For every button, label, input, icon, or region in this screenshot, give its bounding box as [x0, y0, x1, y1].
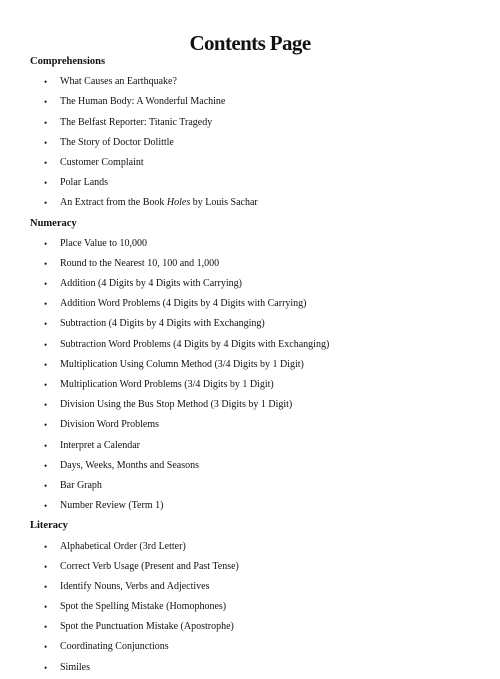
bullet-icon: • [44, 581, 48, 592]
list-item-text: Days, Weeks, Months and Seasons [60, 459, 199, 471]
list-item [30, 335, 490, 355]
section-item-list [30, 234, 490, 517]
section-heading: Comprehensions [30, 56, 106, 67]
bullet-icon: • [44, 622, 48, 633]
section-heading: Numeracy [30, 217, 77, 229]
bullet-icon: • [44, 319, 48, 330]
list-item-text: Number Review (Term 1) [60, 500, 164, 512]
section-heading: Literacy [30, 520, 68, 532]
bullet-icon: • [44, 561, 48, 572]
list-item [30, 597, 490, 617]
list-item-text: Division Using the Bus Stop Method (3 Digits by 1 Digit) [60, 399, 293, 411]
bullet-icon: • [44, 339, 48, 350]
list-item-text: Addition Word Problems (4 Digits by 4 Digits with Carrying) [60, 298, 307, 310]
list-item [30, 617, 490, 637]
list-item [30, 637, 490, 657]
list-item [30, 395, 490, 415]
list-item-text: What Causes an Earthquake? [60, 76, 177, 88]
book-title: Holes [166, 197, 191, 209]
bullet-icon: • [44, 198, 48, 209]
list-item-text: An Extract from the Book [60, 197, 167, 209]
list-item-text: Identify Nouns, Verbs and Adjectives [60, 580, 210, 592]
list-item [30, 577, 490, 597]
list-item-text: Spot the Spelling Mistake (Homophones) [60, 601, 227, 613]
list-item [30, 113, 490, 133]
list-item-text: The Human Body: A Wonderful Machine [60, 96, 226, 108]
bullet-icon: • [44, 157, 48, 168]
list-item [30, 193, 490, 213]
list-item [30, 436, 490, 456]
bullet-icon: • [44, 602, 48, 613]
list-item [30, 254, 490, 274]
bullet-icon: • [44, 380, 48, 391]
list-item [30, 476, 490, 496]
bullet-icon: • [44, 117, 48, 128]
list-item-text: Interpret a Calendar [60, 439, 140, 451]
bullet-icon: • [44, 501, 48, 512]
list-item [30, 375, 490, 395]
list-item [30, 234, 490, 254]
section-item-list [30, 72, 490, 213]
bullet-icon: • [44, 480, 48, 491]
list-item-text: Customer Complaint [60, 156, 144, 168]
section-item-list [30, 537, 490, 678]
bullet-icon: • [44, 97, 48, 108]
list-item [30, 153, 490, 173]
list-item-text: Addition (4 Digits by 4 Digits with Carrying) [60, 278, 242, 290]
list-item-text: Subtraction (4 Digits by 4 Digits with Exchanging) [60, 318, 265, 330]
list-item-text: by Louis Sachar [190, 197, 258, 209]
list-item-text: The Story of Doctor Dolittle [60, 136, 174, 148]
list-item [30, 92, 490, 112]
list-item [30, 133, 490, 153]
list-item-text: Alphabetical Order (3rd Letter) [60, 540, 186, 552]
bullet-icon: • [44, 420, 48, 431]
bullet-icon: • [44, 359, 48, 370]
page-title: Contents Page [189, 31, 311, 55]
list-item [30, 415, 490, 435]
list-item-text: Correct Verb Usage (Present and Past Tense) [60, 560, 239, 572]
list-item [30, 294, 490, 314]
list-item-text: Spot the Punctuation Mistake (Apostrophe) [60, 621, 234, 633]
bullet-icon: • [44, 137, 48, 148]
list-item-text: Multiplication Word Problems (3/4 Digits by 1 Digit) [60, 379, 274, 391]
list-item [30, 557, 490, 577]
list-item-text: Division Word Problems [60, 419, 160, 431]
list-item [30, 274, 490, 294]
list-item [30, 173, 490, 193]
list-item-text: Polar Lands [60, 177, 109, 189]
list-item-text: Coordinating Conjunctions [60, 641, 169, 653]
bullet-icon: • [44, 642, 48, 653]
bullet-icon: • [44, 258, 48, 269]
list-item-text: Multiplication Using Column Method (3/4 Digits by 1 Digit) [60, 358, 304, 370]
bullet-icon: • [44, 662, 48, 673]
list-item-text: Similes [60, 661, 91, 673]
list-item-text: The Belfast Reporter: Titanic Tragedy [60, 116, 213, 128]
list-item-text: Place Value to 10,000 [60, 237, 148, 249]
list-item [30, 355, 490, 375]
bullet-icon: • [44, 279, 48, 290]
list-item-text: Round to the Nearest 10, 100 and 1,000 [60, 257, 220, 269]
list-item [30, 658, 490, 678]
list-item-text: Bar Graph [60, 479, 102, 491]
bullet-icon: • [44, 400, 48, 411]
list-item [30, 496, 490, 516]
bullet-icon: • [44, 541, 48, 552]
bullet-icon: • [44, 460, 48, 471]
bullet-icon: • [44, 299, 48, 310]
list-item [30, 314, 490, 334]
bullet-icon: • [44, 440, 48, 451]
list-item [30, 537, 490, 557]
list-item [30, 72, 490, 92]
bullet-icon: • [44, 178, 48, 189]
list-item [30, 456, 490, 476]
list-item-text: Subtraction Word Problems (4 Digits by 4 Digits with Exchanging) [60, 338, 330, 350]
bullet-icon: • [44, 77, 48, 88]
bullet-icon: • [44, 238, 48, 249]
contents-list [30, 52, 490, 678]
